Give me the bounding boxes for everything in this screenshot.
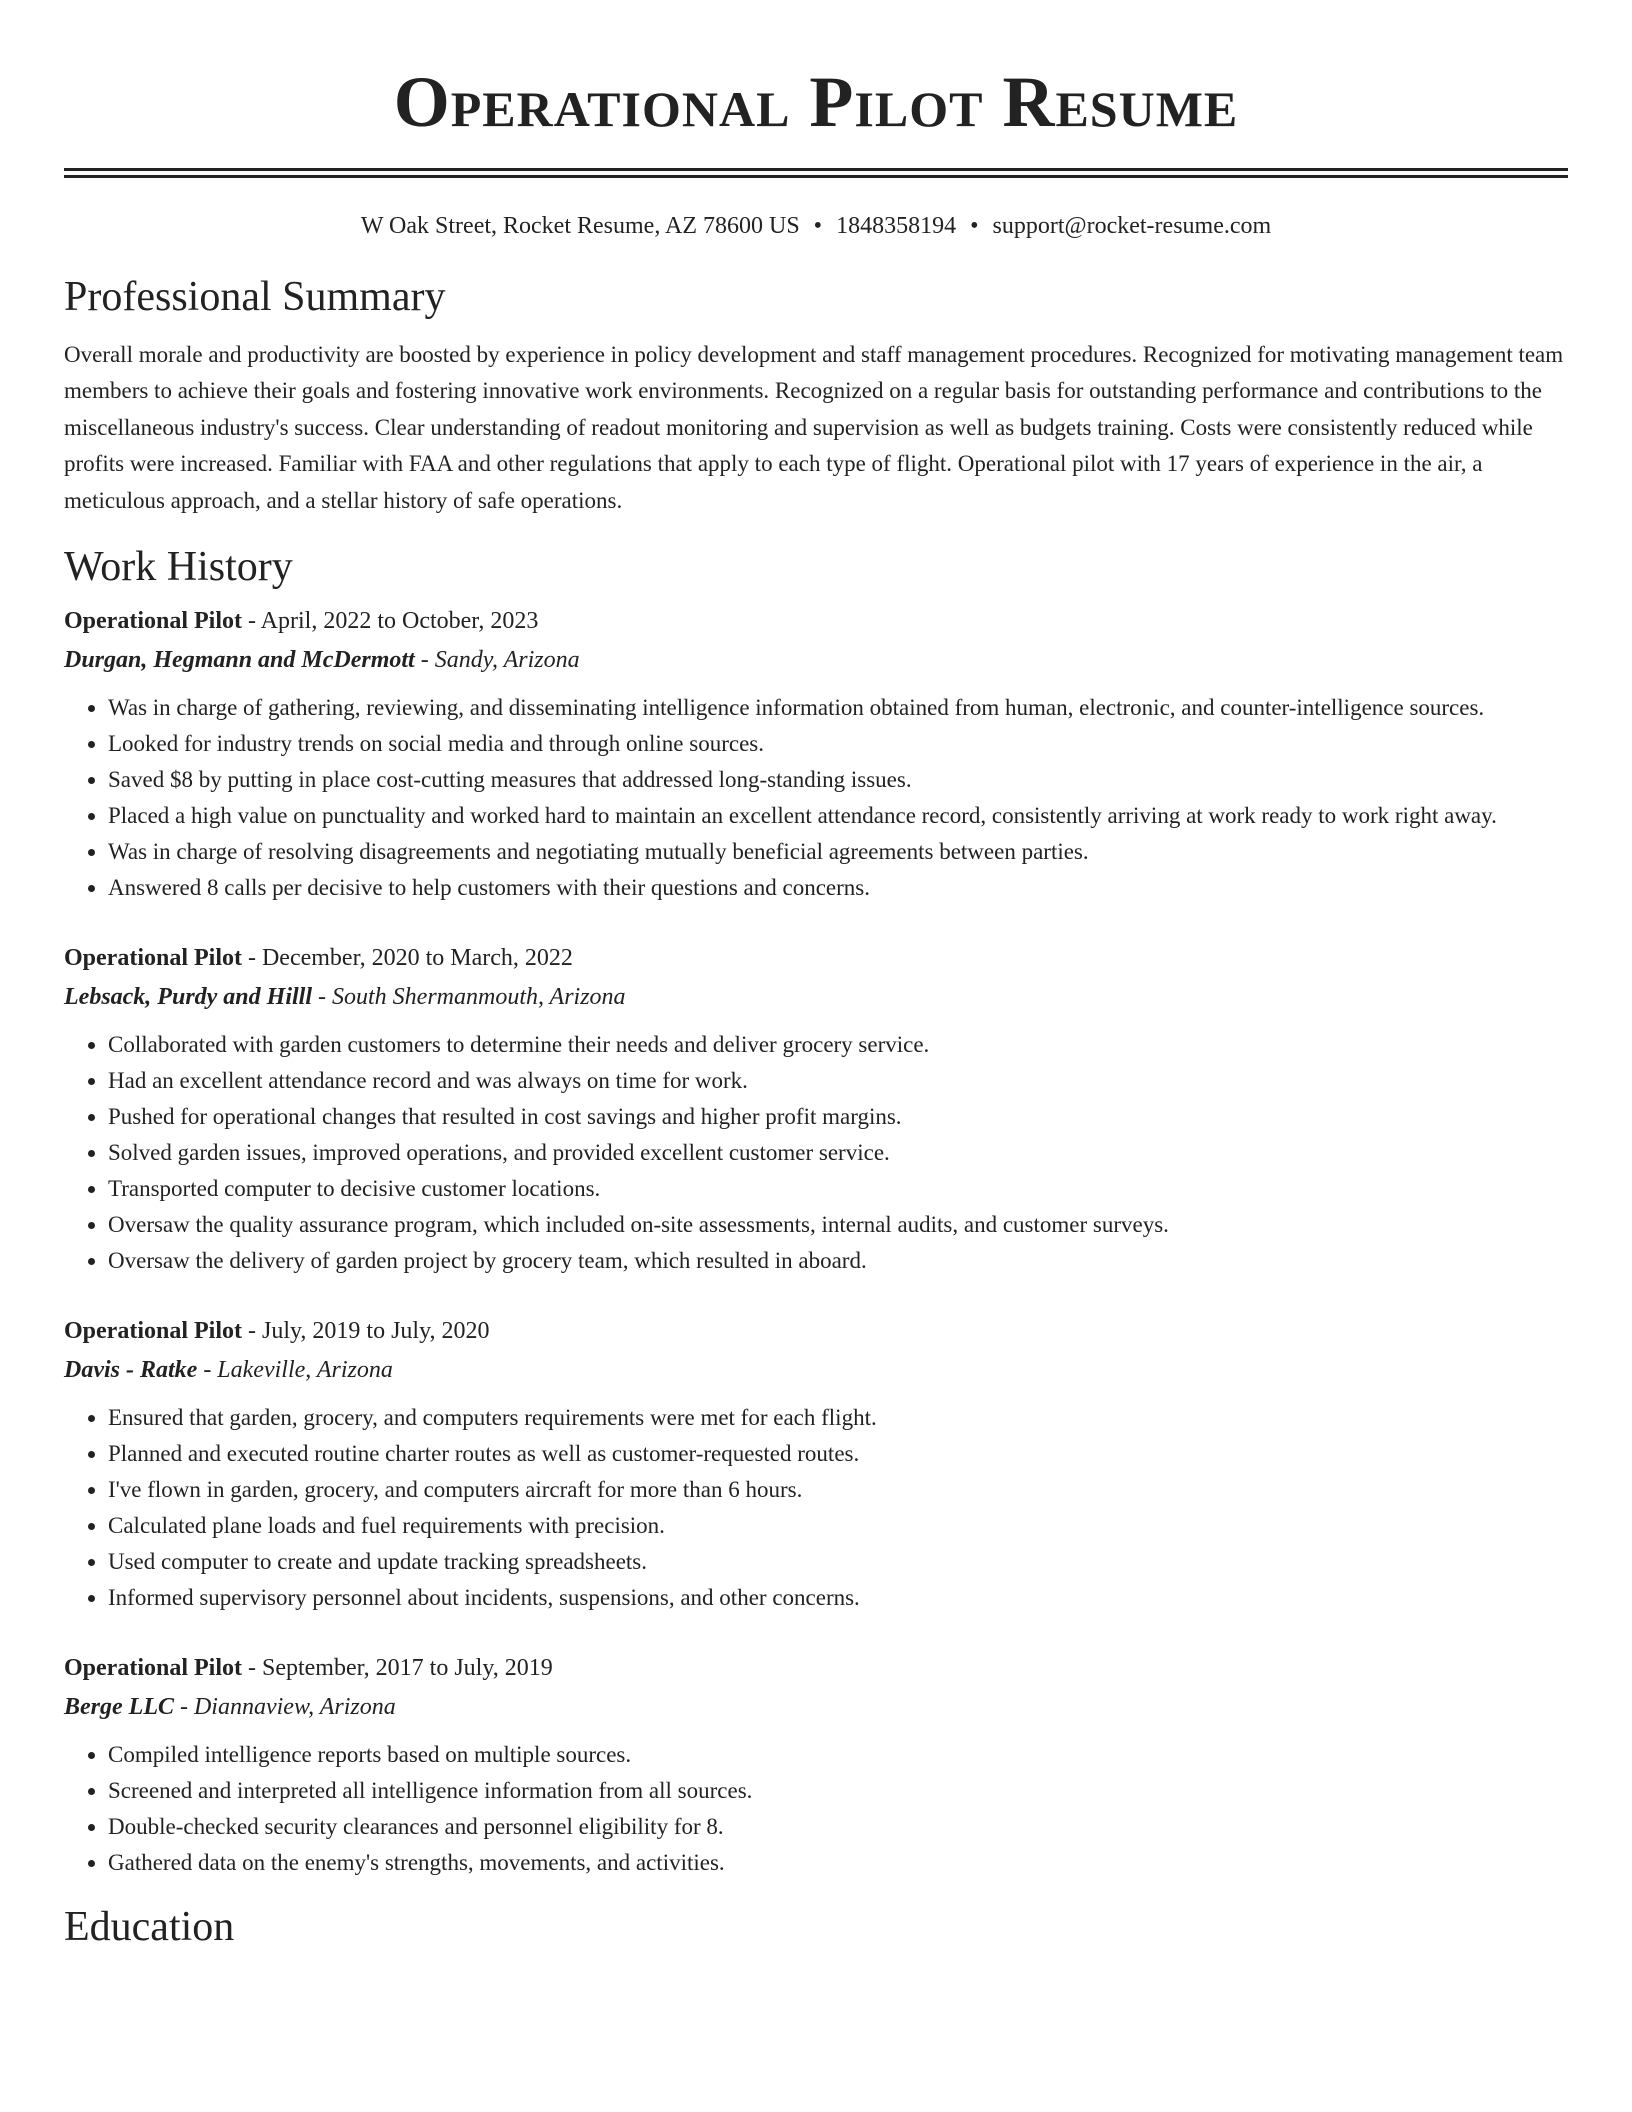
job-bullet: • Answered 8 calls per decisive to help customers with their questions and concerns.	[108, 870, 1568, 906]
job-title: Operational Pilot	[64, 608, 242, 635]
job-company-line	[64, 1352, 1568, 1388]
job-title-line	[64, 1313, 1568, 1349]
job-entry	[64, 1650, 1568, 1881]
job-bullet: • I've flown in garden, grocery, and computers aircraft for more than 6 hours.	[108, 1472, 1568, 1508]
job-company: Lebsack, Purdy and Hilll	[64, 984, 312, 1011]
job-company: Davis - Ratke	[64, 1357, 198, 1384]
job-entry	[64, 940, 1568, 1279]
title-double-rule	[64, 168, 1568, 178]
contact-address: W Oak Street, Rocket Resume, AZ 78600 US	[360, 213, 800, 239]
job-bullet: • Saved $8 by putting in place cost-cutting measures that addressed long-standing issues.	[108, 762, 1568, 798]
contact-line	[64, 211, 1568, 241]
job-company: Durgan, Hegmann and McDermott	[64, 647, 415, 674]
job-bullet: • Pushed for operational changes that resulted in cost savings and higher profit margins.	[108, 1099, 1568, 1135]
job-entry	[64, 603, 1568, 906]
job-company: Berge LLC	[64, 1694, 174, 1721]
contact-separator: •	[970, 213, 979, 239]
job-title: Operational Pilot	[64, 1318, 242, 1345]
summary-text: Overall morale and productivity are boosted by experience in policy development and staff management procedures. Recognized for motivating management team members to achieve their goals and fostering innovative work environments. Recognized on a regular basis for outstanding performance and contributions to the miscellaneous industry's success. Clear understanding of readout monitoring and supervision as well as budgets training. Costs were consistently reduced while profits were increased. Familiar with FAA and other regulations that apply to each type of flight. Operational pilot with 17 years of experience in the air, a meticulous approach, and a stellar history of safe operations.	[64, 342, 1564, 513]
job-bullet: • Looked for industry trends on social media and through online sources.	[108, 726, 1568, 762]
job-bullet: • Oversaw the quality assurance program, which included on-site assessments, internal audits, and customer surveys.	[108, 1207, 1568, 1243]
job-dates: - April, 2022 to October, 2023	[241, 608, 539, 635]
job-bullet: • Ensured that garden, grocery, and computers requirements were met for each flight.	[108, 1400, 1568, 1436]
job-bullet: • Calculated plane loads and fuel requirements with precision.	[108, 1508, 1568, 1544]
job-bullet: • Compiled intelligence reports based on multiple sources.	[108, 1737, 1568, 1773]
job-bullet: • Solved garden issues, improved operations, and provided excellent customer service.	[108, 1135, 1568, 1171]
job-bullet: • Had an excellent attendance record and was always on time for work.	[108, 1063, 1568, 1099]
job-title: Operational Pilot	[64, 1655, 242, 1682]
education-heading: Education	[64, 1904, 235, 1951]
job-bullet: • Was in charge of resolving disagreements and negotiating mutually beneficial agreements between parties.	[108, 834, 1568, 870]
contact-email: support@rocket-resume.com	[992, 213, 1272, 239]
job-title-line	[64, 940, 1568, 976]
job-bullet: • Informed supervisory personnel about incidents, suspensions, and other concerns.	[108, 1580, 1568, 1616]
job-location: - Lakeville, Arizona	[197, 1357, 393, 1384]
job-bullets	[64, 1027, 1568, 1279]
job-bullet: • Gathered data on the enemy's strengths, movements, and activities.	[108, 1845, 1568, 1881]
resume-title: Operational Pilot Resume	[393, 62, 1239, 142]
job-bullet: • Oversaw the delivery of garden project by grocery team, which resulted in aboard.	[108, 1243, 1568, 1279]
job-bullets	[64, 690, 1568, 906]
job-bullet: • Used computer to create and update tracking spreadsheets.	[108, 1544, 1568, 1580]
job-title: Operational Pilot	[64, 945, 242, 972]
job-location: - Diannaview, Arizona	[173, 1694, 396, 1721]
job-location: - Sandy, Arizona	[414, 647, 580, 674]
contact-phone: 1848358194	[836, 213, 957, 239]
work-history-list	[64, 603, 1568, 1881]
work-history-heading: Work History	[64, 544, 293, 591]
job-company-line	[64, 642, 1568, 678]
job-bullet: • Collaborated with garden customers to determine their needs and deliver grocery service.	[108, 1027, 1568, 1063]
job-bullet: • Planned and executed routine charter routes as well as customer-requested routes.	[108, 1436, 1568, 1472]
job-company-line	[64, 979, 1568, 1015]
job-title-line	[64, 603, 1568, 639]
job-bullets	[64, 1737, 1568, 1881]
job-company-line	[64, 1689, 1568, 1725]
job-location: - South Shermanmouth, Arizona	[312, 984, 626, 1011]
job-bullet: • Transported computer to decisive customer locations.	[108, 1171, 1568, 1207]
job-dates: - September, 2017 to July, 2019	[241, 1655, 553, 1682]
job-entry	[64, 1313, 1568, 1616]
job-title-line	[64, 1650, 1568, 1686]
job-bullet: • Was in charge of gathering, reviewing, and disseminating intelligence information obtained from human, electronic, and counter-intelligence sources.	[108, 690, 1568, 726]
job-dates: - July, 2019 to July, 2020	[241, 1318, 490, 1345]
job-bullets	[64, 1400, 1568, 1616]
contact-separator: •	[813, 213, 823, 239]
job-bullet: • Screened and interpreted all intelligence information from all sources.	[108, 1773, 1568, 1809]
job-bullet: • Placed a high value on punctuality and worked hard to maintain an excellent attendance record, consistently arriving at work ready to work right away.	[108, 798, 1568, 834]
summary-heading: Professional Summary	[64, 274, 446, 320]
job-bullet: • Double-checked security clearances and personnel eligibility for 8.	[108, 1809, 1568, 1845]
job-dates: - December, 2020 to March, 2022	[241, 945, 573, 972]
